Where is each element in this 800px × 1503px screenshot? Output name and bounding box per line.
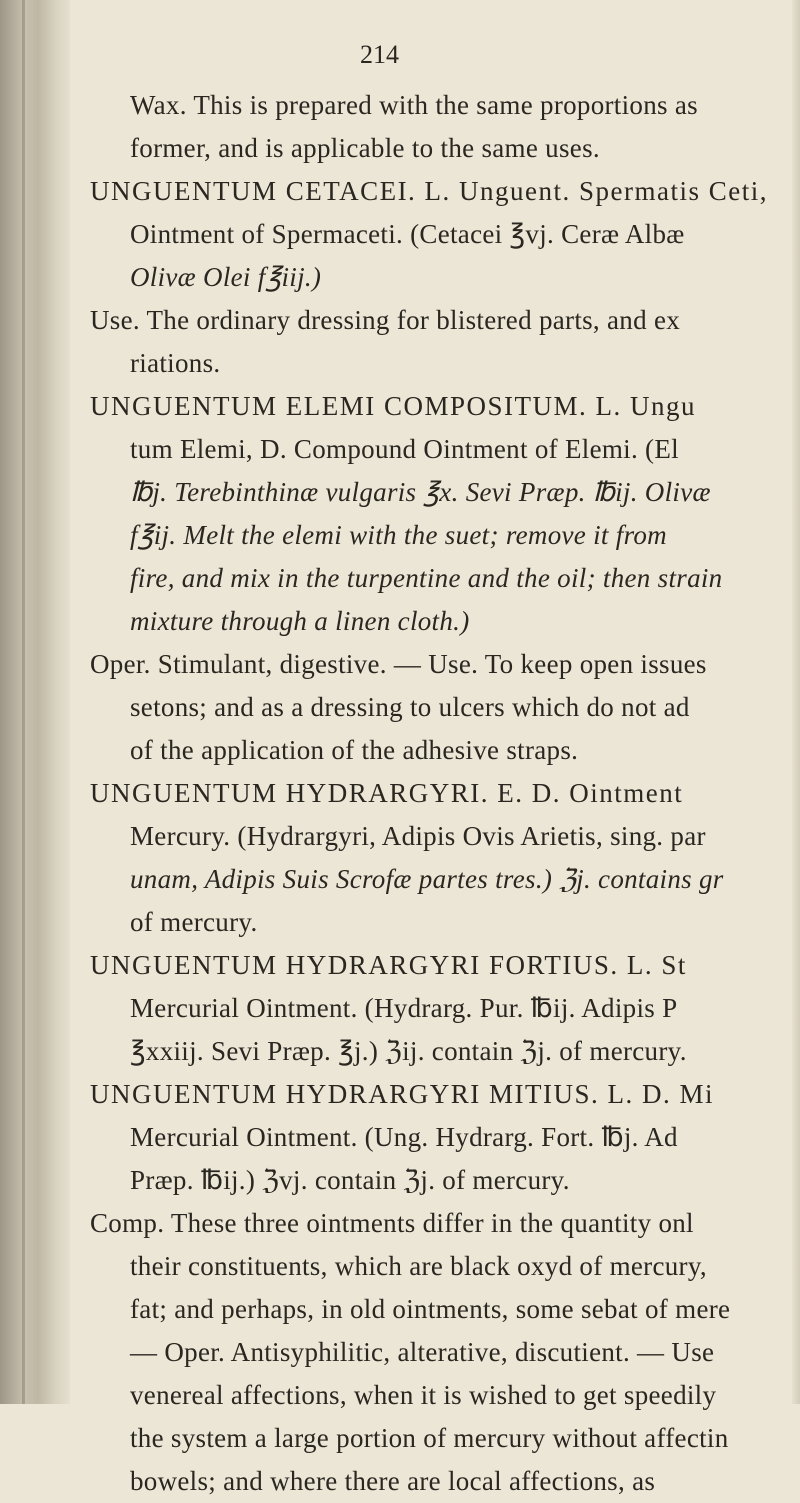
entry-heading: UNGUENTUM HYDRARGYRI FORTIUS. L. St [90, 950, 687, 980]
text-line: Wax. This is prepared with the same proportions as [130, 90, 698, 120]
text-line: Præp. ℔ij.) ℨvj. contain ℨj. of mercury. [130, 1165, 570, 1195]
text-line: Olivæ Olei f℥iij.) [130, 262, 322, 292]
text-line: of mercury. [130, 907, 258, 937]
text-line: the system a large portion of mercury without affectin [130, 1423, 729, 1453]
text-line: bowels; and where there are local affections, as [130, 1466, 656, 1496]
text-line: their constituents, which are black oxyd of mercury, [130, 1251, 707, 1281]
text-line: setons; and as a dressing to ulcers which do not ad [130, 692, 690, 722]
entry-heading: UNGUENTUM HYDRARGYRI MITIUS. L. D. Mi [90, 1079, 714, 1109]
text-line: ℔j. Terebinthinæ vulgaris ℥x. Sevi Præp. ℔ij. Olivæ [130, 477, 711, 507]
text-line: Mercury. (Hydrargyri, Adipis Ovis Arietis, sing. par [130, 821, 706, 851]
text-line: ℥xxiij. Sevi Præp. ℥j.) ℨij. contain ℨj. of mercury. [130, 1036, 687, 1066]
text-line: — Oper. Antisyphilitic, alterative, discutient. — Use [130, 1337, 715, 1367]
text-line: mixture through a linen cloth.) [130, 606, 470, 636]
text-line: tum Elemi, D. Compound Ointment of Elemi. (El [130, 434, 679, 464]
text-line: former, and is applicable to the same uses. [130, 133, 600, 163]
text-line: venereal affections, when it is wished to get speedily [130, 1380, 717, 1410]
text-line: fat; and perhaps, in old ointments, some sebat of mere [130, 1294, 731, 1324]
text-line: Use. The ordinary dressing for blistered parts, and ex [90, 305, 681, 335]
text-line: Mercurial Ointment. (Hydrarg. Pur. ℔ij. Adipis P [130, 993, 678, 1023]
text-line: Comp. These three ointments differ in the quantity onl [90, 1208, 694, 1238]
text-line: fire, and mix in the turpentine and the oil; then strain [130, 563, 723, 593]
entry-heading: UNGUENTUM HYDRARGYRI. E. D. Ointment [90, 778, 684, 808]
entry-heading: UNGUENTUM ELEMI COMPOSITUM. L. Ungu [90, 391, 696, 421]
entry-heading: UNGUENTUM CETACEI. L. Unguent. Spermatis Ceti, [90, 176, 769, 206]
text-line: f℥ij. Melt the elemi with the suet; remove it from [130, 520, 667, 550]
book-binding [0, 0, 70, 1404]
text-line: Oper. Stimulant, digestive. — Use. To keep open issues [90, 649, 707, 679]
text-line: Ointment of Spermaceti. (Cetacei ℥vj. Ceræ Albæ [130, 219, 685, 249]
page-number: 214 [360, 40, 399, 69]
text-line: Mercurial Ointment. (Ung. Hydrarg. Fort. ℔j. Ad [130, 1122, 678, 1152]
page-text [90, 84, 800, 1503]
text-line: riations. [130, 348, 221, 378]
text-line: of the application of the adhesive straps. [130, 735, 579, 765]
text-line: unam, Adipis Suis Scrofæ partes tres.) ℨj. contains gr [130, 864, 724, 894]
